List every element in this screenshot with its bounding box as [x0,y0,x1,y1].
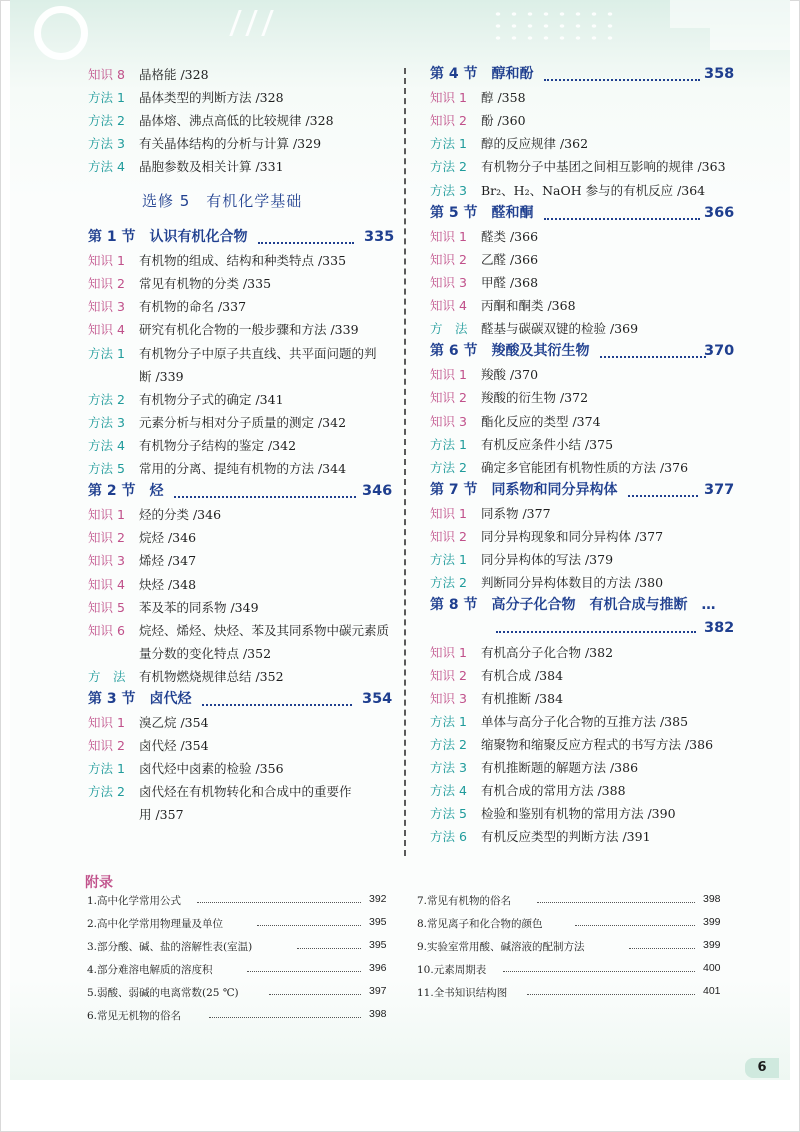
entry-label: 知识 1 [430,367,467,383]
toc-entry [430,86,730,109]
appendix-item-page: 396 [369,962,387,974]
section-page: 354 [362,691,393,707]
appendix-item-text: 9.实验室常用酸、碱溶液的配制方法 [417,941,585,953]
entry-text: 酚 /360 [481,113,526,129]
entry-text: 有机物燃烧规律总结 /352 [139,668,284,684]
entry-label: 方法 6 [430,829,467,845]
entry-text: 单体与高分子化合物的互推方法 /385 [481,713,689,729]
entry-text: 元素分析与相对分子质量的测定 /342 [139,414,347,430]
page-number: 6 [745,1058,779,1078]
toc-entry [430,664,730,687]
leader-dots [544,206,700,220]
entry-text: 羧酸的衍生物 /372 [481,390,589,406]
entry-text: 检验和鉴别有机物的常用方法 /390 [481,806,676,822]
entry-text: 烷烃、烯烃、炔烃、苯及其同系物中碳元素质 [139,622,390,638]
toc-entry [88,342,388,388]
entry-label: 方 法 [430,321,468,337]
section-page: 366 [704,204,735,221]
leader-dots [629,942,695,949]
entry-label: 方法 1 [430,713,467,729]
entry-text: 晶体类型的判断方法 /328 [139,90,284,106]
entry-text: 有机物的命名 /337 [139,299,247,315]
toc-entry [88,295,388,318]
entry-label: 方法 3 [430,760,467,775]
entry-label: 方法 2 [430,159,467,175]
entry-label: 知识 3 [430,690,467,706]
entry-label: 方法 2 [88,113,125,129]
entry-text: 判断同分异构体数目的方法 /380 [481,575,664,591]
toc-entry [430,825,730,848]
toc-entry [88,757,388,780]
appendix-item [417,916,733,934]
section-heading [430,594,735,637]
entry-label: 方法 3 [88,136,125,152]
entry-text: 醛基与碳碳双键的检验 /369 [481,321,639,337]
entry-label: 知识 3 [430,413,467,429]
toc-entry [430,525,730,548]
toc-entry [88,109,388,132]
toc-entry [88,388,388,411]
appendix-item [417,893,733,911]
toc-entry [430,502,730,525]
decorative-ring [34,6,88,60]
entry-text: 缩聚物和缩聚反应方程式的书写方法 /386 [481,736,714,752]
entry-text-continued: 断 /339 [139,368,184,384]
appendix-item [417,985,733,1003]
toc-entry [430,386,730,409]
entry-label: 知识 3 [88,299,125,315]
entry-label: 知识 3 [430,274,467,290]
entry-label: 知识 4 [88,576,125,592]
entry-label: 方法 2 [430,575,467,591]
toc-entry [88,411,388,434]
toc-entry [88,155,388,178]
entry-text: 同系物 /377 [481,505,551,521]
appendix-item [87,962,399,980]
toc-entry [88,596,388,619]
entry-text: 醇的反应规律 /362 [481,136,589,152]
entry-label: 知识 4 [88,322,125,338]
appendix-item [417,962,733,980]
section-heading [88,688,393,711]
appendix-item-text: 10.元素周期表 [417,964,487,976]
entry-text: 有机合成 /384 [481,667,564,683]
entry-label: 知识 8 [88,67,125,82]
toc-entry [430,363,730,386]
toc-entry [430,248,730,271]
leader-dots [258,230,354,244]
toc-entry [430,433,730,456]
leader-dots [247,965,361,972]
entry-text: 研究有机化合物的一般步骤和方法 /339 [139,322,359,338]
entry-text: 有机物分子中原子共直线、共平面问题的判 [139,345,377,361]
toc-entry [430,548,730,571]
appendix-item-text: 7.常见有机物的俗名 [417,895,512,907]
toc-entry [88,734,388,757]
section-page: 377 [704,481,735,498]
section-title: 第 4 节 醇和酚 [430,66,534,82]
entry-text: 常见有机物的分类 /335 [139,276,272,292]
appendix-item-text: 11.全书知识结构图 [417,987,508,999]
entry-text: 卤代烃在有机物转化和合成中的重要作 [139,784,352,800]
appendix-item [417,939,733,957]
entry-label: 方法 1 [430,136,467,152]
entry-label: 知识 2 [430,667,467,683]
toc-entry [88,780,388,826]
section-heading [430,63,735,86]
section-page: 358 [704,66,735,82]
decorative-slash [261,10,281,36]
leader-dots [496,619,696,633]
entry-text: 羧酸 /370 [481,367,539,383]
appendix-item-page: 398 [703,893,721,905]
entry-label: 知识 1 [88,715,125,731]
appendix-item [87,916,399,934]
toc-entry [430,571,730,594]
section-title: 第 8 节 高分子化合物 有机合成与推断 … [430,597,716,614]
entry-label: 知识 1 [88,253,125,269]
toc-entry [430,109,730,132]
toc-entry [88,249,388,272]
entry-label: 知识 1 [88,507,125,523]
leader-dots [269,988,361,995]
entry-text: 有关晶体结构的分析与计算 /329 [139,136,322,152]
leader-dots [197,896,361,903]
section-page: 335 [364,229,395,245]
leader-dots [503,965,695,972]
decorative-block [670,0,790,28]
appendix-item-page: 397 [369,985,387,997]
appendix-item-page: 395 [369,916,387,928]
entry-text: 卤代烃 /354 [139,738,209,754]
entry-text: 有机物分子式的确定 /341 [139,391,284,407]
entry-text: 有机合成的常用方法 /388 [481,783,626,799]
toc-entry [430,733,730,756]
toc-entry [430,641,730,664]
entry-label: 方法 1 [430,436,467,452]
toc-entry [88,63,388,86]
toc-entry [88,711,388,734]
entry-text: 醇 /358 [481,90,526,106]
leader-dots [174,484,356,498]
entry-text: 晶胞参数及相关计算 /331 [139,159,284,175]
toc-entry [88,86,388,109]
entry-label: 知识 2 [88,530,125,546]
toc-entry [430,710,730,733]
toc-entry [430,179,730,202]
entry-text: 乙醛 /366 [481,251,539,267]
entry-text: 溴乙烷 /354 [139,715,209,731]
toc-entry [430,155,730,178]
entry-text-continued: 量分数的变化特点 /352 [139,645,272,661]
entry-text: 甲醛 /368 [481,274,539,290]
section-title: 第 5 节 醛和酮 [430,204,534,221]
entry-text: 烃的分类 /346 [139,507,222,523]
entry-label: 方法 4 [88,159,125,175]
section-title: 第 3 节 卤代烃 [88,691,192,707]
appendix-item [87,985,399,1003]
section-title: 第 2 节 烃 [88,483,164,500]
entry-label: 知识 2 [430,390,467,406]
section-title: 第 7 节 同系物和同分异构体 [430,481,618,498]
entry-text: 有机推断题的解题方法 /386 [481,760,639,775]
toc-entry [88,665,388,688]
entry-label: 方法 1 [88,761,125,777]
entry-label: 方法 4 [88,437,125,453]
entry-label: 方法 1 [88,345,125,361]
appendix-item-text: 6.常见无机物的俗名 [87,1010,182,1022]
entry-text: Br₂、H₂、NaOH 参与的有机反应 /364 [481,182,706,198]
toc-entry [430,802,730,825]
appendix-item-page: 399 [703,939,721,951]
leader-dots [257,919,361,926]
entry-text: 有机推断 /384 [481,690,564,706]
section-page: 370 [704,343,735,360]
entry-text: 晶体熔、沸点高低的比较规律 /328 [139,113,334,129]
appendix-item-page: 398 [369,1008,387,1020]
entry-label: 知识 2 [430,529,467,544]
section-heading [430,479,735,502]
decorative-block [710,28,790,50]
entry-label: 知识 3 [88,553,125,569]
leader-dots [600,344,706,358]
toc-entry [88,549,388,572]
toc-entry [430,456,730,479]
entry-label: 方法 5 [430,806,467,822]
entry-text: 有机反应类型的判断方法 /391 [481,829,651,845]
toc-entry [430,687,730,710]
toc-entry [430,779,730,802]
leader-dots [575,919,695,926]
toc-entry [430,294,730,317]
toc-entry [88,619,388,665]
appendix-item [87,939,399,957]
entry-label: 方法 5 [88,461,125,476]
entry-text: 醛类 /366 [481,228,539,244]
entry-label: 方 法 [88,668,126,684]
toc-entry [430,225,730,248]
section-heading [430,202,735,225]
appendix-item [87,893,399,911]
toc-entry [88,318,388,341]
entry-text: 有机物分子中基团之间相互影响的规律 /363 [481,159,726,175]
entry-label: 知识 5 [88,599,125,615]
entry-text: 有机高分子化合物 /382 [481,644,614,660]
toc-entry [88,434,388,457]
toc-entry [88,272,388,295]
leader-dots [628,483,698,497]
entry-text: 烯烃 /347 [139,553,197,569]
toc-entry [430,271,730,294]
leader-dots [297,942,361,949]
appendix-item-page: 395 [369,939,387,951]
toc-entry [88,457,388,480]
appendix-item-page: 401 [703,985,721,997]
section-page: 346 [362,483,393,500]
entry-label: 知识 1 [430,505,467,521]
appendix-item [87,1008,399,1026]
entry-label: 知识 2 [88,738,125,754]
appendix-item-text: 8.常见离子和化合物的颜色 [417,918,543,930]
entry-text: 有机物的组成、结构和种类特点 /335 [139,253,347,269]
entry-text: 炔烃 /348 [139,576,197,592]
entry-label: 知识 1 [430,90,467,106]
entry-label: 方法 2 [88,784,125,800]
entry-label: 知识 6 [88,622,125,638]
entry-label: 知识 2 [430,113,467,129]
decorative-dots [490,8,620,44]
toc-entry [430,756,730,779]
toc-entry [88,503,388,526]
entry-label: 方法 1 [430,552,467,568]
leader-dots [202,692,352,706]
appendix-item-text: 1.高中化学常用公式 [87,895,182,907]
toc-entry [430,317,730,340]
entry-label: 方法 1 [88,90,125,106]
entry-text: 确定多官能团有机物性质的方法 /376 [481,459,689,475]
entry-text: 同分异构现象和同分异构体 /377 [481,529,664,544]
toc-entry [430,132,730,155]
toc-entry [88,526,388,549]
entry-label: 方法 2 [430,459,467,475]
appendix-item-page: 400 [703,962,721,974]
appendix-title: 附录 [85,875,113,891]
entry-label: 方法 2 [430,736,467,752]
entry-text: 常用的分离、提纯有机物的方法 /344 [139,461,347,476]
entry-text: 有机反应条件小结 /375 [481,436,614,452]
section-title: 第 6 节 羧酸及其衍生物 [430,343,590,360]
appendix-item-text: 4.部分难溶电解质的溶度积 [87,964,213,976]
section-heading [430,340,735,363]
entry-text: 烷烃 /346 [139,530,197,546]
entry-text-continued: 用 /357 [139,807,184,823]
leader-dots [209,1011,361,1018]
entry-label: 方法 2 [88,391,125,407]
section-heading [88,480,393,503]
leader-dots [544,67,700,81]
appendix-item-page: 392 [369,893,387,905]
entry-text: 有机物分子结构的鉴定 /342 [139,437,297,453]
module-title: 选修 5 有机化学基础 [142,192,303,210]
entry-text: 苯及苯的同系物 /349 [139,599,259,615]
section-title: 第 1 节 认识有机化合物 [88,229,248,245]
toc-entry [430,410,730,433]
appendix-item-text: 2.高中化学常用物理量及单位 [87,918,224,930]
entry-label: 知识 4 [430,298,467,313]
appendix-item-text: 3.部分酸、碱、盐的溶解性表(室温) [87,941,253,953]
entry-text: 酯化反应的类型 /374 [481,413,601,429]
entry-text: 卤代烃中卤素的检验 /356 [139,761,284,777]
appendix-item-text: 5.弱酸、弱碱的电离常数(25 ℃) [87,987,239,999]
entry-label: 知识 2 [430,251,467,267]
entry-label: 知识 2 [88,276,125,292]
section-page: 382 [704,620,735,637]
entry-label: 方法 4 [430,783,467,799]
section-heading [88,226,395,249]
leader-dots [537,896,695,903]
entry-label: 知识 1 [430,644,467,660]
leader-dots [527,988,695,995]
toc-entry [88,573,388,596]
entry-label: 方法 3 [88,414,125,430]
toc-entry [88,132,388,155]
entry-label: 知识 1 [430,228,467,244]
entry-text: 丙酮和酮类 /368 [481,298,576,313]
column-divider [404,68,406,856]
entry-text: 晶格能 /328 [139,67,209,82]
entry-label: 方法 3 [430,182,467,198]
appendix-item-page: 399 [703,916,721,928]
entry-text: 同分异构体的写法 /379 [481,552,614,568]
